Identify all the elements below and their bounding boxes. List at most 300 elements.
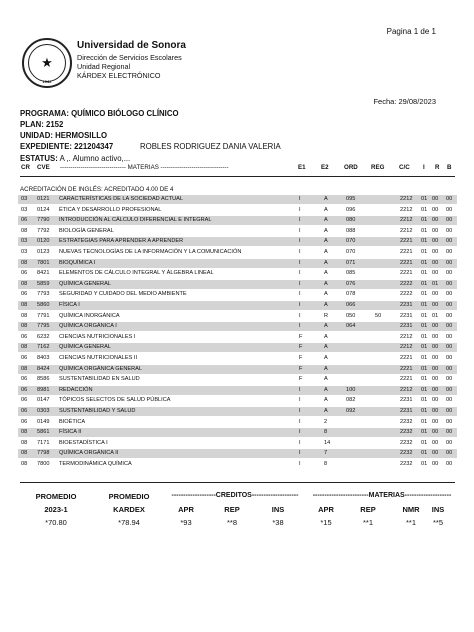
cell-mat: QUÍMICA GENERAL — [59, 344, 111, 351]
cell-cc: 2231 — [400, 408, 413, 414]
cell-r: 01 — [432, 280, 439, 287]
cell-b: 00 — [446, 429, 453, 436]
cell-e1: I — [299, 450, 301, 457]
cell-cr: 03 — [21, 238, 28, 245]
cell-i: 01 — [421, 206, 428, 213]
table-row — [18, 248, 457, 257]
cell-cr: 06 — [21, 376, 28, 383]
cell-mat: BIOÉTICA — [59, 418, 86, 425]
cell-mat: QUÍMICA GENERAL — [59, 280, 111, 287]
table-row — [18, 290, 457, 299]
cell-mat: INTRODUCCIÓN AL CÁLCULO DIFERENCIAL E INTEGRAL — [59, 217, 212, 224]
cell-e1: I — [299, 429, 301, 436]
cell-r: 00 — [432, 206, 439, 213]
cell-cr: 08 — [21, 323, 28, 330]
cell-cve: 0124 — [37, 206, 50, 213]
cell-i: 01 — [421, 259, 428, 266]
cell-cr: 06 — [21, 333, 28, 340]
cell-ord: 070 — [346, 249, 356, 255]
print-date: Fecha: 29/08/2023 — [373, 97, 436, 106]
cell-e2: 7 — [324, 450, 328, 457]
cell-e1: F — [299, 344, 303, 351]
cell-e2: A — [324, 344, 328, 351]
cell-cc: 2232 — [400, 450, 413, 457]
cell-cr: 06 — [21, 270, 28, 277]
cell-i: 01 — [421, 217, 428, 224]
summary-col-label: INS — [431, 505, 445, 514]
cell-e2: 8 — [324, 461, 328, 467]
cell-cc: 2221 — [400, 355, 413, 361]
cell-r: 00 — [432, 461, 439, 467]
cell-r: 00 — [432, 418, 439, 425]
cell-e2: A — [324, 386, 328, 393]
cell-cc: 2212 — [400, 386, 413, 393]
table-row — [18, 301, 457, 310]
cell-cve: 7798 — [37, 450, 50, 457]
cell-mat: ESTRATEGIAS PARA APRENDER A APRENDER — [59, 238, 184, 245]
cell-mat: FÍSICA I — [59, 302, 80, 308]
cell-r: 00 — [432, 249, 439, 255]
programa: PROGRAMA: QUÍMICO BIÓLOGO CLÍNICO — [20, 109, 179, 118]
cell-ord: 076 — [346, 280, 356, 287]
cell-mat: SUSTENTABILIDAD EN SALUD — [59, 376, 140, 383]
cell-mat: CIENCIAS NUTRICIONALES II — [59, 355, 138, 361]
cell-cr: 08 — [21, 344, 28, 351]
cell-cve: 7800 — [37, 461, 50, 467]
table-row — [18, 333, 457, 342]
cell-mat: FÍSICA II — [59, 429, 82, 436]
plan: PLAN: 2152 — [20, 120, 64, 129]
table-row — [18, 227, 457, 236]
cell-e1: I — [299, 280, 301, 287]
col-reg: REG — [371, 164, 385, 171]
cell-e2: A — [324, 355, 328, 361]
cell-ord: 082 — [346, 397, 356, 404]
cell-e1: F — [299, 376, 303, 383]
summary-col-value: **1 — [362, 518, 373, 527]
estatus-value: A ,. Alumno activo,... — [59, 154, 131, 163]
cell-e2: A — [324, 270, 328, 277]
cell-cc: 2232 — [400, 461, 413, 467]
cell-i: 01 — [421, 280, 428, 287]
col-b: B — [447, 164, 452, 171]
cell-cve: 5859 — [37, 280, 50, 287]
cell-b: 00 — [446, 323, 453, 330]
cell-mat: SUSTENTABILIDAD Y SALUD — [59, 408, 136, 414]
cell-e1: F — [299, 333, 303, 340]
table-row — [18, 259, 457, 268]
promedio-kardex-sub: KARDEX — [113, 505, 145, 514]
cell-b: 00 — [446, 280, 453, 287]
cell-e1: I — [299, 302, 301, 308]
cell-cve: 8424 — [37, 365, 50, 372]
table-row — [18, 386, 457, 395]
cell-b: 00 — [446, 355, 453, 361]
cell-ord: 066 — [346, 302, 356, 308]
cell-cc: 2221 — [400, 365, 413, 372]
promedio-periodo-value: *70.80 — [45, 518, 67, 527]
cell-e1: I — [299, 439, 301, 446]
cell-r: 00 — [432, 429, 439, 436]
cell-e1: I — [299, 418, 301, 425]
estatus-label: ESTATUS: — [20, 154, 58, 163]
cell-cc: 2212 — [400, 196, 413, 202]
summary-col-label: NMR — [402, 505, 420, 514]
cell-ord: 078 — [346, 291, 356, 298]
cell-cve: 8403 — [37, 355, 50, 361]
cell-r: 00 — [432, 365, 439, 372]
department-line: Dirección de Servicios Escolares — [77, 53, 182, 62]
cell-cve: 7791 — [37, 312, 50, 319]
col-materias: -------------------------------- MATERIAS --------------------------------- — [60, 164, 229, 171]
student-name: ROBLES RODRIGUEZ DANIA VALERIA — [140, 142, 281, 151]
cell-i: 01 — [421, 439, 428, 446]
expediente: EXPEDIENTE: 221204347 — [20, 142, 114, 151]
cell-e2: 8 — [324, 429, 328, 436]
cell-e1: I — [299, 291, 301, 298]
cell-cr: 08 — [21, 227, 28, 234]
cell-cve: 0120 — [37, 238, 50, 245]
cell-i: 01 — [421, 386, 428, 393]
cell-r: 00 — [432, 376, 439, 383]
cell-mat: QUÍMICA INORGÁNICA — [59, 312, 120, 319]
summary-col-label: APR — [178, 505, 194, 514]
cell-r: 00 — [432, 386, 439, 393]
cell-cc: 2221 — [400, 376, 413, 383]
cell-mat: ÉTICA Y DESARROLLO PROFESIONAL — [59, 206, 162, 213]
cell-cr: 06 — [21, 291, 28, 298]
cell-i: 01 — [421, 270, 428, 277]
cell-cr: 08 — [21, 280, 28, 287]
cell-ord: 064 — [346, 323, 356, 330]
cell-cr: 03 — [21, 196, 28, 202]
cell-i: 01 — [421, 429, 428, 436]
cell-cr: 03 — [21, 206, 28, 213]
table-row — [18, 428, 457, 437]
cell-cr: 06 — [21, 217, 28, 224]
cell-cc: 2221 — [400, 270, 413, 277]
cell-i: 01 — [421, 408, 428, 414]
cell-e2: A — [324, 259, 328, 266]
table-row — [18, 237, 457, 246]
cell-ord: 100 — [346, 386, 356, 393]
cell-cr: 08 — [21, 259, 28, 266]
cell-e2: A — [324, 238, 328, 245]
cell-b: 00 — [446, 206, 453, 213]
cell-i: 01 — [421, 376, 428, 383]
table-row — [18, 269, 457, 278]
cell-e2: R — [324, 312, 329, 319]
table-row — [18, 407, 457, 416]
cell-ord: 080 — [346, 217, 356, 224]
cell-r: 00 — [432, 291, 439, 298]
unidad: UNIDAD: HERMOSILLO — [20, 131, 108, 140]
cell-cve: 5861 — [37, 429, 50, 436]
cell-cr: 06 — [21, 408, 28, 414]
cell-b: 00 — [446, 227, 453, 234]
cell-cve: 0303 — [37, 408, 50, 414]
cell-e2: A — [324, 376, 328, 383]
summary-col-label: INS — [271, 505, 285, 514]
cell-cc: 2212 — [400, 217, 413, 224]
summary-col-value: **5 — [432, 518, 443, 527]
cell-e1: I — [299, 238, 301, 245]
unit-line: Unidad Regional — [77, 62, 131, 71]
table-row — [18, 375, 457, 384]
cell-cve: 6232 — [37, 333, 50, 340]
cell-b: 00 — [446, 196, 453, 202]
cell-b: 00 — [446, 312, 453, 319]
cell-mat: BIOESTADÍSTICA I — [59, 439, 108, 446]
cell-r: 00 — [432, 302, 439, 308]
cell-r: 00 — [432, 408, 439, 414]
cell-cc: 2212 — [400, 206, 413, 213]
cell-cve: 7793 — [37, 291, 50, 298]
cell-cve: 7171 — [37, 439, 50, 446]
cell-cr: 08 — [21, 439, 28, 446]
cell-cr: 08 — [21, 312, 28, 319]
cell-cr: 06 — [21, 355, 28, 361]
table-row — [18, 418, 457, 427]
table-row — [18, 354, 457, 363]
cell-cve: 7801 — [37, 259, 50, 266]
cell-cr: 08 — [21, 429, 28, 436]
cell-r: 00 — [432, 196, 439, 202]
cell-mat: QUÍMICA ORGÁNICA II — [59, 450, 119, 457]
cell-e2: A — [324, 227, 328, 234]
cell-ord: 092 — [346, 408, 356, 414]
cell-cc: 2231 — [400, 302, 413, 308]
cell-i: 01 — [421, 418, 428, 425]
cell-reg: 50 — [375, 312, 382, 319]
seal-year: 1942 — [42, 79, 52, 84]
table-row — [18, 439, 457, 448]
cell-mat: CIENCIAS NUTRICIONALES I — [59, 333, 136, 340]
cell-i: 01 — [421, 196, 428, 202]
cell-e1: I — [299, 249, 301, 255]
cell-cc: 2231 — [400, 323, 413, 330]
cell-cve: 7795 — [37, 323, 50, 330]
cell-mat: BIOQUÍMICA I — [59, 259, 96, 266]
table-row — [18, 365, 457, 374]
cell-r: 00 — [432, 439, 439, 446]
cell-cve: 8586 — [37, 376, 50, 383]
cell-b: 00 — [446, 461, 453, 467]
cell-cc: 2221 — [400, 249, 413, 255]
table-row — [18, 195, 457, 204]
cell-cc: 2212 — [400, 333, 413, 340]
cell-e1: I — [299, 397, 301, 404]
cell-i: 01 — [421, 249, 428, 255]
cell-i: 01 — [421, 291, 428, 298]
english-accreditation: ACREDITACIÓN DE INGLÉS: ACREDITADO 4.00 DE 4 — [20, 186, 174, 193]
cell-ord: 085 — [346, 270, 356, 277]
cell-mat: SEGURIDAD Y CUIDADO DEL MEDIO AMBIENTE — [59, 291, 187, 298]
cell-cc: 2222 — [400, 291, 413, 298]
cell-e2: 14 — [324, 439, 331, 446]
summary-col-label: REP — [360, 505, 376, 514]
cell-b: 00 — [446, 386, 453, 393]
promedio-periodo-label: PROMEDIO — [35, 492, 77, 501]
cell-i: 01 — [421, 397, 428, 404]
cell-r: 00 — [432, 333, 439, 340]
summary-col-value: **1 — [405, 518, 416, 527]
header-rule — [20, 176, 455, 177]
cell-e1: I — [299, 408, 301, 414]
cell-e2: A — [324, 291, 328, 298]
cell-e2: A — [324, 408, 328, 414]
cell-r: 00 — [432, 450, 439, 457]
cell-e1: I — [299, 270, 301, 277]
col-e1: E1 — [298, 164, 306, 171]
cell-e2: A — [324, 333, 328, 340]
cell-mat: BIOLOGÍA GENERAL — [59, 227, 114, 234]
summary-col-value: *93 — [180, 518, 192, 527]
table-row — [18, 449, 457, 458]
table-row — [18, 396, 457, 405]
cell-e2: A — [324, 365, 328, 372]
col-cr: CR — [21, 164, 30, 171]
cell-e1: F — [299, 355, 303, 361]
creditos-header: -------------------CREDITOS-------------------- — [171, 492, 299, 499]
cell-i: 01 — [421, 333, 428, 340]
cell-cve: 0121 — [37, 196, 50, 202]
cell-cve: 7792 — [37, 227, 50, 234]
cell-mat: ELEMENTOS DE CÁLCULO INTEGRAL Y ÁLGEBRA LINEAL — [59, 270, 214, 277]
col-cc: C/C — [399, 164, 410, 171]
cell-mat: TERMODINÁMICA QUÍMICA — [59, 461, 132, 467]
cell-mat: REDACCIÓN — [59, 386, 93, 393]
cell-cve: 0123 — [37, 249, 50, 255]
promedio-periodo-sub: 2023-1 — [44, 505, 68, 514]
cell-e2: A — [324, 206, 328, 213]
cell-ord: 088 — [346, 227, 356, 234]
cell-b: 00 — [446, 450, 453, 457]
kardex-title: KÁRDEX ELECTRÓNICO — [77, 71, 161, 80]
cell-i: 01 — [421, 450, 428, 457]
university-name: Universidad de Sonora — [77, 40, 186, 51]
table-row — [18, 460, 457, 469]
cell-e1: I — [299, 461, 301, 467]
cell-cc: 2221 — [400, 238, 413, 245]
cell-b: 00 — [446, 259, 453, 266]
cell-cve: 7790 — [37, 217, 50, 224]
cell-e1: F — [299, 365, 303, 372]
cell-b: 00 — [446, 408, 453, 414]
table-row — [18, 343, 457, 352]
cell-cve: 0149 — [37, 418, 50, 425]
cell-cve: 7162 — [37, 344, 50, 351]
cell-cr: 08 — [21, 302, 28, 308]
table-bottom-rule — [20, 482, 455, 483]
cell-i: 01 — [421, 323, 428, 330]
summary-col-value: **8 — [226, 518, 237, 527]
cell-e2: A — [324, 217, 328, 224]
table-row — [18, 322, 457, 331]
cell-e2: A — [324, 397, 328, 404]
cell-cr: 08 — [21, 450, 28, 457]
cell-e2: A — [324, 280, 328, 287]
cell-mat: QUÍMICA ORGÁNICA I — [59, 323, 117, 330]
cell-b: 00 — [446, 418, 453, 425]
cell-b: 00 — [446, 365, 453, 372]
cell-b: 00 — [446, 344, 453, 351]
promedio-kardex-label: PROMEDIO — [108, 492, 150, 501]
cell-cr: 06 — [21, 386, 28, 393]
cell-cc: 2232 — [400, 439, 413, 446]
cell-e1: I — [299, 312, 301, 319]
summary-col-label: APR — [318, 505, 334, 514]
cell-cr: 03 — [21, 249, 28, 255]
cell-cc: 2232 — [400, 418, 413, 425]
col-ord: ORD — [344, 164, 358, 171]
cell-b: 00 — [446, 439, 453, 446]
cell-b: 00 — [446, 333, 453, 340]
cell-cr: 08 — [21, 365, 28, 372]
cell-ord: 050 — [346, 312, 356, 319]
cell-cc: 2212 — [400, 344, 413, 351]
table-row — [18, 206, 457, 215]
cell-ord: 095 — [346, 196, 356, 202]
cell-b: 00 — [446, 249, 453, 255]
table-row — [18, 312, 457, 321]
cell-e2: A — [324, 323, 328, 330]
cell-b: 00 — [446, 397, 453, 404]
promedio-kardex-value: *78.94 — [118, 518, 140, 527]
cell-b: 00 — [446, 291, 453, 298]
cell-cc: 2222 — [400, 280, 413, 287]
cell-i: 01 — [421, 302, 428, 308]
cell-cc: 2231 — [400, 397, 413, 404]
cell-cve: 8421 — [37, 270, 50, 277]
cell-e1: I — [299, 323, 301, 330]
cell-r: 00 — [432, 217, 439, 224]
cell-ord: 071 — [346, 259, 356, 266]
estatus — [20, 154, 130, 163]
cell-i: 01 — [421, 227, 428, 234]
cell-cc: 2231 — [400, 312, 413, 319]
cell-e1: I — [299, 386, 301, 393]
cell-r: 00 — [432, 323, 439, 330]
cell-mat: NUEVAS TECNOLOGÍAS DE LA INFORMACIÓN Y LA COMUNICACIÓN — [59, 249, 242, 255]
cell-r: 00 — [432, 238, 439, 245]
materias-header: ------------------------MATERIAS-------------------- — [312, 492, 452, 499]
cell-cve: 0147 — [37, 397, 50, 404]
cell-b: 00 — [446, 217, 453, 224]
cell-cr: 06 — [21, 397, 28, 404]
col-i: I — [423, 164, 425, 171]
cell-r: 00 — [432, 355, 439, 361]
cell-i: 01 — [421, 344, 428, 351]
cell-r: 01 — [432, 312, 439, 319]
cell-i: 01 — [421, 365, 428, 372]
cell-mat: QUÍMICA ORGÁNICA GENERAL — [59, 365, 142, 372]
col-r: R — [435, 164, 440, 171]
cell-e1: I — [299, 206, 301, 213]
table-row — [18, 216, 457, 225]
cell-i: 01 — [421, 238, 428, 245]
cell-cr: 06 — [21, 418, 28, 425]
cell-cc: 2212 — [400, 227, 413, 234]
cell-ord: 070 — [346, 238, 356, 245]
cell-i: 01 — [421, 355, 428, 361]
cell-r: 00 — [432, 344, 439, 351]
cell-cve: 8981 — [37, 386, 50, 393]
col-e2: E2 — [321, 164, 329, 171]
cell-e2: A — [324, 249, 328, 255]
cell-e1: I — [299, 217, 301, 224]
cell-r: 00 — [432, 227, 439, 234]
